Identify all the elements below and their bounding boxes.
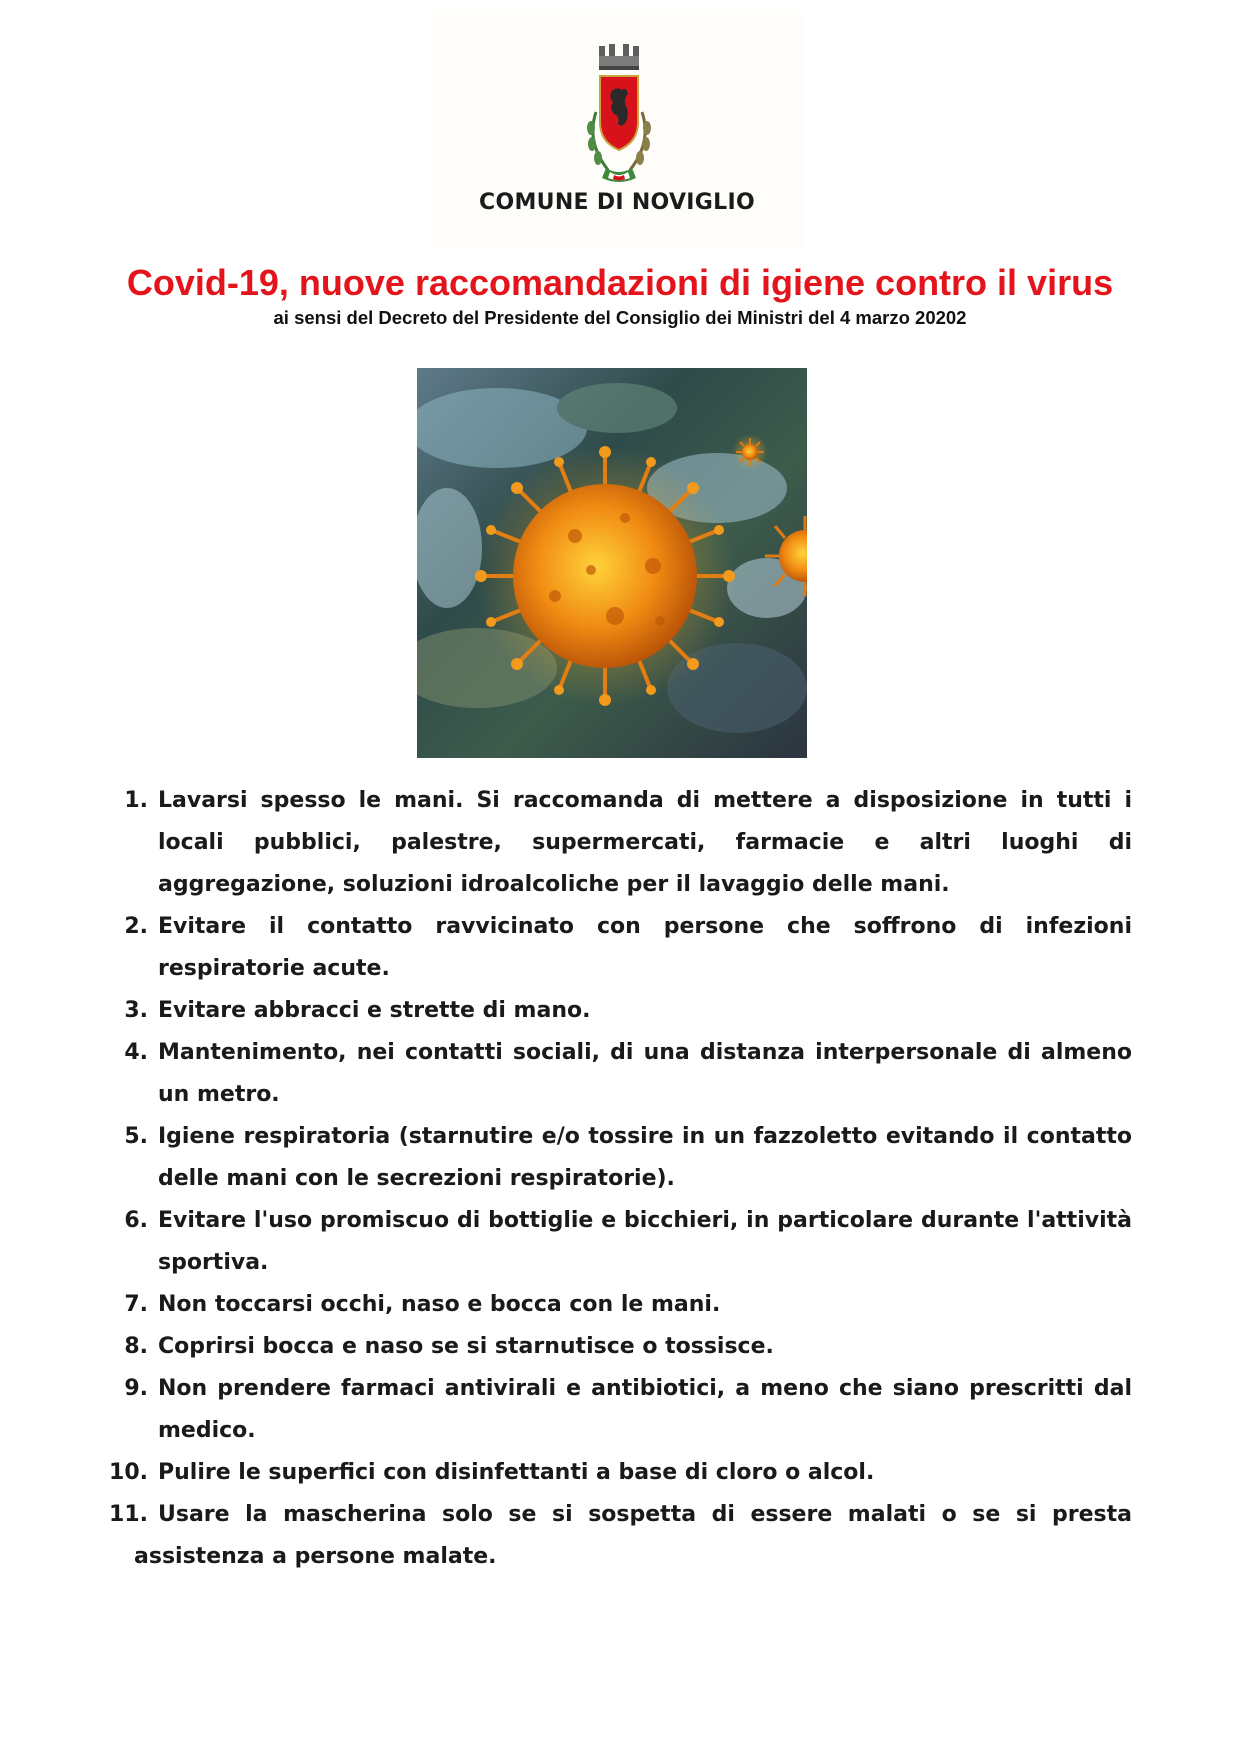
municipal-crest-icon xyxy=(578,42,660,190)
list-item-number: 9. xyxy=(124,1376,148,1401)
list-item xyxy=(100,1284,1132,1326)
list-item-number: 3. xyxy=(124,998,148,1023)
list-item xyxy=(100,1368,1132,1452)
list-item-number: 4. xyxy=(124,1040,148,1065)
list-item-text: Evitare il contatto ravvicinato con persone che soffrono di infezioni respiratorie acute. xyxy=(158,914,1132,981)
list-item-number: 2. xyxy=(124,914,148,939)
list-item-text-continuation: assistenza a persone malate. xyxy=(134,1544,497,1569)
list-item xyxy=(100,1494,1132,1578)
list-item-text: Igiene respiratoria (starnutire e/o tossire in un fazzoletto evitando il contatto delle mani con le secrezioni respiratorie). xyxy=(158,1124,1132,1191)
list-item-text: Usare la mascherina solo se si sospetta di essere malati o se si presta xyxy=(158,1502,1132,1527)
list-item-text: Mantenimento, nei contatti sociali, di una distanza interpersonale di almeno un metro. xyxy=(158,1040,1132,1107)
list-item xyxy=(100,780,1132,906)
list-item-number: 5. xyxy=(124,1124,148,1149)
list-item-number: 10. xyxy=(109,1460,148,1485)
list-item xyxy=(100,1452,1132,1494)
list-item-text: Coprirsi bocca e naso se si starnutisce o tossisce. xyxy=(158,1334,774,1359)
list-item xyxy=(100,990,1132,1032)
list-item-number: 7. xyxy=(124,1292,148,1317)
list-item-text: Non toccarsi occhi, naso e bocca con le mani. xyxy=(158,1292,721,1317)
page-title: Covid-19, nuove raccomandazioni di igiene contro il virus xyxy=(126,262,1114,303)
list-item-number: 6. xyxy=(124,1208,148,1233)
list-item xyxy=(100,1116,1132,1200)
list-item-number: 1. xyxy=(124,788,148,813)
list-item xyxy=(100,1200,1132,1284)
crown-icon xyxy=(599,44,639,70)
page-subtitle: ai sensi del Decreto del Presidente del Consiglio dei Ministri del 4 marzo 20202 xyxy=(273,307,967,328)
list-item-number: 11. xyxy=(109,1502,148,1527)
list-item-text: Evitare abbracci e strette di mano. xyxy=(158,998,591,1023)
list-item-text: Non prendere farmaci antivirali e antibiotici, a meno che siano prescritti dal medico. xyxy=(158,1376,1132,1443)
list-item-text: Pulire le superfici con disinfettanti a base di cloro o alcol. xyxy=(158,1460,875,1485)
list-item xyxy=(100,1032,1132,1116)
list-item-text: Evitare l'uso promiscuo di bottiglie e bicchieri, in particolare durante l'attività sportiva. xyxy=(158,1208,1132,1275)
coronavirus-image xyxy=(417,368,807,758)
list-item xyxy=(100,906,1132,990)
list-item-text: Lavarsi spesso le mani. Si raccomanda di mettere a disposizione in tutti i locali pubblici, palestre, supermercati, farmacie e altri luoghi di aggregazione, soluzioni idroalcoliche per il lavaggio delle mani. xyxy=(158,788,1132,897)
list-item xyxy=(100,1326,1132,1368)
municipality-name: COMUNE DI NOVIGLIO xyxy=(479,190,755,215)
recommendations-list xyxy=(100,780,1132,1578)
list-item-number: 8. xyxy=(124,1334,148,1359)
